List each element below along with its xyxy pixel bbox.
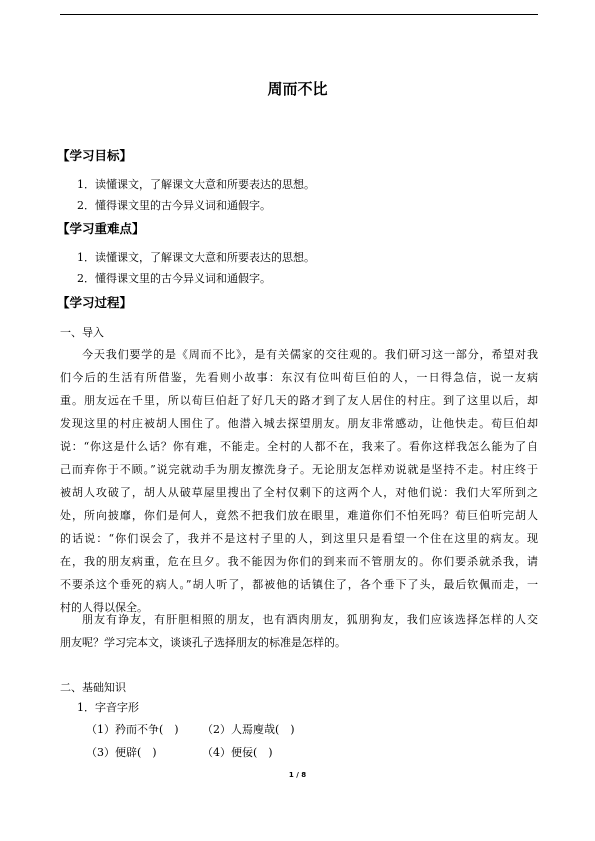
paragraph-line: 己而弃你于不顾。”说完就动手为朋友擦洗身子。无论朋友怎样劝说就是坚持不走。村庄终于 bbox=[60, 463, 538, 476]
key-points-heading: 【学习重难点】 bbox=[57, 221, 145, 236]
story-paragraph bbox=[60, 343, 538, 619]
key-point-item-1: 1．读懂课文，了解课文大意和所要表达的思想。 bbox=[77, 251, 315, 264]
pinyin-question-3: （3）便辟( ) bbox=[86, 746, 157, 759]
paragraph-line: 发现这里的村庄被胡人围住了。他潜入城去探望朋友。朋友非常感动，让他快走。荀巨伯却 bbox=[60, 417, 538, 430]
goal-item-2: 2．懂得课文里的古今异义词和通假字。 bbox=[77, 199, 271, 212]
intro-heading: 一、导入 bbox=[60, 326, 104, 339]
pronunciation-subheading: 1．字音字形 bbox=[77, 701, 139, 714]
process-heading: 【学习过程】 bbox=[57, 295, 133, 310]
page-number: 1 / 8 bbox=[288, 771, 307, 779]
paragraph-line: 村的人得以保全。 bbox=[60, 601, 148, 614]
paragraph-line: 朋友呢？学习完本文，谈谈孔子选择朋友的标准是怎样的。 bbox=[60, 636, 346, 649]
pinyin-question-4: （4）便佞( ) bbox=[202, 746, 273, 759]
pinyin-question-1: （1）矜而不争( ) bbox=[86, 723, 179, 736]
key-point-item-2: 2．懂得课文里的古今异义词和通假字。 bbox=[77, 272, 271, 285]
paragraph-line: 不要杀这个垂死的病人。”胡人听了，都被他的话镇住了，各个垂下了头，最后钦佩而走，一 bbox=[60, 578, 538, 591]
friends-paragraph bbox=[60, 608, 538, 654]
goals-heading: 【学习目标】 bbox=[57, 148, 133, 163]
basics-heading: 二、基础知识 bbox=[60, 681, 126, 694]
paragraph-line: 今天我们要学的是《周而不比》，是有关儒家的交往观的。我们研习这一部分，希望对我 bbox=[82, 348, 538, 361]
paragraph-line: 处，所向披靡，你们是何人，竟然不把我们放在眼里，难道你们不怕死吗？荀巨伯听完胡人 bbox=[60, 509, 538, 522]
header-rule bbox=[60, 14, 538, 15]
paragraph-line: 被胡人攻破了，胡人从破草屋里搜出了全村仅剩下的这两个人，对他们说：我们大军所到之 bbox=[60, 486, 538, 499]
pinyin-question-2: （2）人焉廋哉( ) bbox=[202, 723, 295, 736]
goal-item-1: 1．读懂课文，了解课文大意和所要表达的思想。 bbox=[77, 178, 315, 191]
page-title: 周而不比 bbox=[267, 80, 328, 98]
paragraph-line: 重。朋友远在千里，所以荀巨伯赶了好几天的路才到了友人居住的村庄。到了这里以后，却 bbox=[60, 394, 538, 407]
paragraph-line: 的话说：“你们误会了，我并不是这村子里的人，到这里只是看望一个住在这里的病友。现 bbox=[60, 532, 538, 545]
paragraph-line: 朋友有诤友，有肝胆相照的朋友，也有酒肉朋友，狐朋狗友，我们应该选择怎样的人交 bbox=[82, 613, 538, 626]
paragraph-line: 说：“你这是什么话？你有难，不能走。全村的人都不在，我来了。看你这样我怎么能为了自 bbox=[60, 440, 538, 453]
paragraph-line: 在，我的朋友病重，危在旦夕。我不能因为你们的到来而不管朋友的。你们要杀就杀我，请 bbox=[60, 555, 538, 568]
paragraph-line: 们今后的生活有所借鉴，先看则小故事：东汉有位叫荀巨伯的人，一日得急信，说一友病 bbox=[60, 371, 538, 384]
